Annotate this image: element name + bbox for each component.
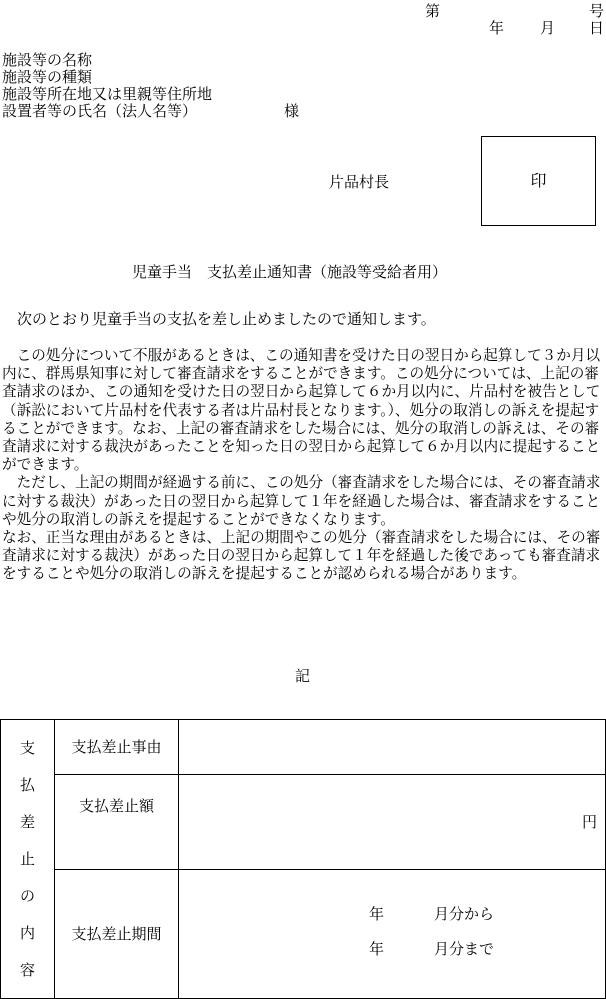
suspension-amount-label: 支払差止額 [55, 775, 179, 870]
facility-type-label: 施設等の種類 [2, 68, 93, 86]
suspension-content-side-label: 支 払 差 止 の 内 容 [1, 720, 55, 999]
intro-text: 次のとおり児童手当の支払を差し止めましたので通知します。 [17, 310, 436, 328]
period-to-year: 年 [369, 940, 385, 958]
facility-name-label: 施設等の名称 [2, 51, 93, 69]
suspension-reason-field[interactable] [179, 720, 606, 775]
founder-name-label: 設置者等の氏名（法人名等） [2, 102, 198, 120]
suspension-reason-label: 支払差止事由 [55, 720, 179, 775]
suspension-period-field[interactable] [179, 870, 606, 999]
period-from-year: 年 [369, 905, 385, 923]
date-year-label: 年 [489, 19, 505, 37]
suspension-amount-field[interactable] [179, 775, 606, 870]
facility-address-label: 施設等所在地又は里親等住所地 [2, 85, 213, 103]
appeal-paragraph-3: なお、正当な理由があるときは、上記の期間やこの処分（審査請求をした場合には、その審査請求に対する裁決）があった日の翌日から起算して１年を経過した後であっても審査請求をすることや処分の取消しの訴えを提起することが認められる場合があります。 [2, 529, 601, 583]
document-title: 児童手当 支払差止通知書（施設等受給者用） [132, 263, 448, 281]
suspension-details-table [0, 719, 606, 999]
seal-box [481, 136, 596, 226]
appeal-notice [2, 347, 604, 584]
appeal-paragraph-2: ただし、上記の期間が経過する前に、この処分（審査請求をした場合には、その審査請求に対する裁決）があった日の翌日から起算して１年を経過した場合は、審査請求をすることや処分の取消しの訴えを提起することができなくなります。 [2, 474, 601, 528]
ki-label: 記 [295, 667, 311, 685]
date-month-label: 月 [540, 19, 556, 37]
period-to-month: 月分まで [434, 940, 495, 958]
date-day-label: 日 [589, 19, 605, 37]
honorific: 様 [284, 102, 300, 120]
document-number-suffix: 号 [589, 2, 605, 20]
period-from-month: 月分から [434, 905, 495, 923]
suspension-period-label: 支払差止期間 [55, 870, 179, 999]
yen-unit: 円 [581, 813, 597, 831]
issuer-name: 片品村長 [329, 173, 390, 191]
document-number-prefix: 第 [425, 2, 441, 20]
seal-label: 印 [530, 171, 547, 191]
appeal-paragraph-1: この処分について不服があるときは、この通知書を受けた日の翌日から起算して３か月以内に、群馬県知事に対して審査請求をすることができます。この処分については、上記の審査請求のほか、この通知を受けた日の翌日から起算して６か月以内に、片品村を被告として（訴訟において片品村を代表する者は片品村長となります。）、処分の取消しの訴えを提起することができます。なお、上記の審査請求をした場合には、処分の取消しの訴えは、その審査請求に対する裁決があったことを知った日の翌日から起算して６か月以内に提起することができます。 [2, 347, 601, 474]
